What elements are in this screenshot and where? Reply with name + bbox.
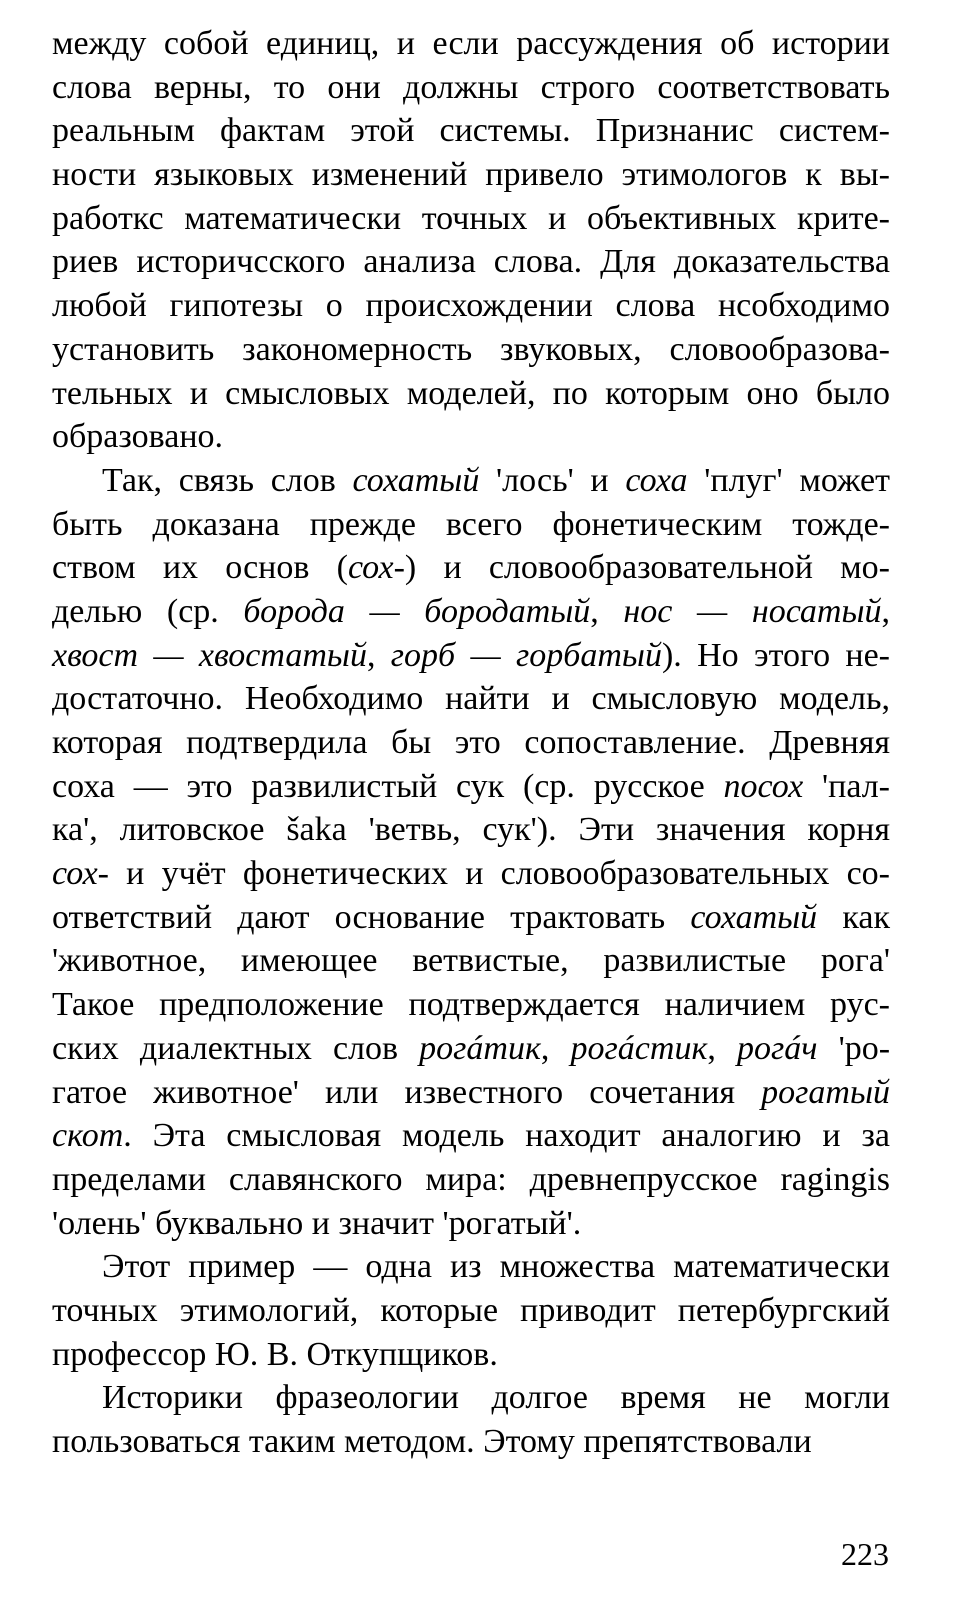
text-run: ) и словообразовательной мо- [404, 549, 891, 587]
text-run: профессор Ю. В. Откупщиков. [52, 1335, 498, 1373]
italic-word: рогáтик [419, 1029, 541, 1067]
text-line [52, 590, 890, 634]
text-run: Так, связь слов [102, 461, 353, 499]
page-body-text [52, 22, 890, 1464]
italic-word: скот [52, 1117, 124, 1155]
text-run: пользоваться таким методом. Этому препятствовали [52, 1423, 812, 1460]
italic-word: хвост — хвостатый [52, 636, 367, 674]
paragraph [52, 1245, 890, 1376]
italic-word: рогатый [761, 1073, 890, 1111]
page-number: 223 [841, 1536, 889, 1572]
paragraph [52, 1376, 890, 1463]
italic-word: сохатый [690, 898, 818, 936]
italic-word: борода — бородатый [243, 592, 591, 630]
text-run: тельных и смысловых моделей, по которым оно было [52, 374, 890, 412]
text-run: точных этимологий, которые приводит петербургский [52, 1291, 890, 1329]
text-line [52, 415, 890, 459]
text-line [52, 1158, 890, 1202]
text-run: и учёт фонетических и словообразовательных со- [108, 855, 890, 893]
text-line [52, 22, 890, 66]
text-line [52, 1245, 890, 1289]
text-run: ). Но этого не- [661, 636, 891, 674]
text-line [52, 1376, 890, 1420]
text-line [52, 1420, 890, 1464]
italic-word: рогáч [736, 1029, 818, 1067]
text-run: установить закономерность звуковых, словообразова- [52, 330, 890, 368]
text-line [52, 503, 890, 547]
text-line [52, 546, 890, 590]
text-run: Этот пример — одна из множества математически [102, 1248, 890, 1286]
text-run: которая подтвердила бы это сопоставление. Древняя [52, 724, 890, 761]
text-line [52, 1071, 890, 1115]
text-run: ских диалектных слов [52, 1029, 420, 1067]
text-run: быть доказана прежде всего фонетическим тожде- [52, 505, 890, 543]
text-line [52, 372, 890, 416]
text-run: Историки фразеологии долгое время не могли [102, 1379, 890, 1417]
text-run: ности языковых изменений привело этимологов к вы- [52, 156, 890, 194]
text-line [52, 896, 890, 940]
text-line [52, 1333, 890, 1377]
text-run: гатое животное' или известного сочетания [52, 1073, 762, 1111]
text-line [52, 1289, 890, 1333]
text-run: , [540, 1029, 571, 1067]
text-run: пределами славянского мира: древнепрусское ragingis [52, 1160, 890, 1198]
text-run: достаточно. Необходимо найти и смысловую модель, [52, 680, 890, 718]
text-run: ка', литовское šaka 'ветвь, сук'). Эти значения корня [52, 811, 890, 849]
text-run: как [817, 898, 890, 936]
text-run: , [707, 1029, 737, 1067]
text-line [52, 459, 890, 503]
text-line [52, 721, 890, 765]
text-line [52, 634, 890, 678]
text-line [52, 852, 890, 896]
text-line [52, 1202, 890, 1246]
text-run: ством их основ ( [52, 549, 348, 587]
text-run: , [881, 592, 890, 630]
text-run: соха — это развилистый сук (ср. русское [52, 767, 724, 805]
text-run: 'пал- [803, 767, 891, 805]
text-run: . Эта смысловая модель находит аналогию и за [123, 1117, 890, 1155]
text-line [52, 765, 890, 809]
italic-word: сох- [52, 855, 109, 893]
text-line [52, 939, 890, 983]
italic-word: рогáстик [570, 1029, 708, 1067]
text-run: 'плуг' может [687, 461, 890, 499]
text-line [52, 677, 890, 721]
text-run: между собой единиц, и если рассуждения об истории [52, 25, 890, 62]
text-run: 'олень' буквально и значит 'рогатый'. [52, 1204, 582, 1242]
text-line [52, 153, 890, 197]
text-line [52, 284, 890, 328]
text-run: риев историчсского анализа слова. Для доказательства [52, 243, 890, 281]
italic-word: посох [723, 767, 804, 805]
text-run: 'животное, имеющее ветвистые, развилистые рога' [52, 942, 890, 980]
text-line [52, 240, 890, 284]
italic-word: сох- [347, 549, 405, 587]
text-run: , [590, 592, 624, 630]
text-line [52, 983, 890, 1027]
text-run: работкс математически точных и объективных крите- [52, 199, 890, 237]
text-line [52, 328, 890, 372]
text-run: 'лось' и [479, 461, 626, 499]
text-run: 'ро- [817, 1029, 891, 1067]
italic-word: горб — горбатый [390, 636, 662, 674]
text-line [52, 808, 890, 852]
text-line [52, 66, 890, 110]
text-line [52, 197, 890, 241]
text-line [52, 1027, 890, 1071]
paragraph [52, 459, 890, 1245]
text-run: Такое предположение подтверждается наличием рус- [52, 986, 890, 1024]
text-line [52, 1114, 890, 1158]
paragraph [52, 22, 890, 459]
text-line [52, 109, 890, 153]
text-run: любой гипотезы о происхождении слова нсобходимо [52, 287, 890, 325]
text-run: , [366, 636, 391, 674]
italic-word: соха [625, 461, 688, 499]
text-run: реальным фактам этой системы. Признанис систем- [52, 112, 890, 150]
italic-word: сохатый [352, 461, 480, 499]
text-run: слова верны, то они должны строго соответствовать [52, 68, 890, 106]
text-run: ответствий дают основание трактовать [52, 898, 691, 936]
text-run: делью (ср. [52, 592, 244, 630]
text-run: образовано. [52, 418, 224, 456]
italic-word: нос — носатый [623, 592, 882, 630]
